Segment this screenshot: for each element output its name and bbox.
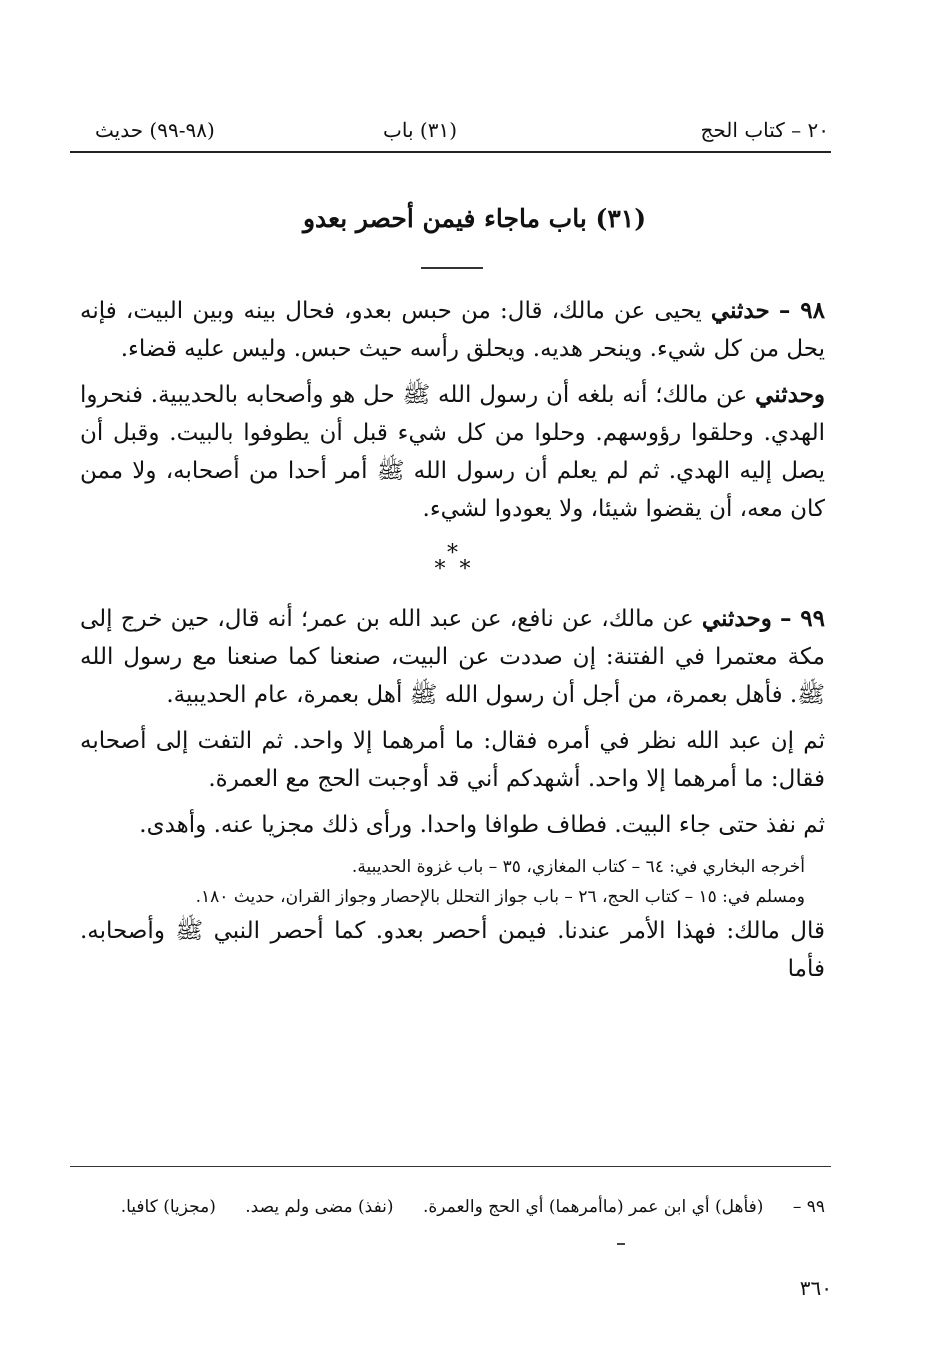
hadith-number: ٩٨ – — [778, 297, 825, 324]
header-divider — [70, 151, 831, 153]
footnote-item: (فأهل) أي ابن عمر (ماأمرهما) أي الحج والعمرة. — [422, 1197, 764, 1217]
page-number: ٣٦٠ — [799, 1276, 832, 1300]
running-header — [95, 118, 829, 152]
footnote-divider — [70, 1166, 831, 1167]
header-book-title: ٢٠ – كتاب الحج — [700, 118, 829, 142]
hadith-text: يحيى عن مالك، قال: من حبس بعدو، فحال بينه وبين البيت، فإنه يحل من كل شيء. وينحر هديه. ويحلق رأسه حيث حبس. وليس عليه قضاء. — [80, 298, 825, 362]
footnotes — [80, 1193, 825, 1221]
title-divider — [421, 267, 483, 269]
main-text — [80, 292, 825, 996]
star-marks: * * — [434, 557, 471, 582]
hadith-99-paragraph-2: ثم إن عبد الله نظر في أمره فقال: ما أمرهما إلا واحد. ثم التفت إلى أصحابه فقال: ما أمرهما إلا واحد. أشهدكم أني قد أوجبت الحج مع العمرة. — [80, 728, 826, 792]
hadith-98 — [80, 292, 825, 368]
hadith-99 — [80, 600, 825, 714]
hadith-lead: حدثني — [710, 297, 770, 324]
section-separator — [80, 541, 825, 582]
hadith-98-continuation — [80, 376, 825, 528]
hadith-number: ٩٩ – — [779, 605, 825, 632]
footnote-number: ٩٩ – — [792, 1197, 825, 1217]
hadith-text: عن مالك؛ أنه بلغه أن رسول الله ﷺ حل هو وأصحابه بالحديبية. فنحروا الهدي. وحلقوا رؤوسهم. وحلوا من كل شيء قبل أن يطوفوا بالبيت. وقبل أن يصل إليه الهدي. ثم لم يعلم أن رسول الله ﷺ أمر أحدا من أصحابه، ولا ممن كان معه، أن يقضوا شيئا، ولا يعودوا لشيء. — [80, 382, 825, 522]
hadith-99-paragraph-3: ثم نفذ حتى جاء البيت. فطاف طوافا واحدا. ورأى ذلك مجزيا عنه. وأهدى. — [139, 812, 825, 838]
takhrij-muslim: ومسلم في: ١٥ – كتاب الحج، ٢٦ – باب جواز التحلل بالإحصار وجواز القران، حديث ١٨٠. — [195, 887, 805, 907]
takhrij-bukhari: أخرجه البخاري في: ٦٤ – كتاب المغازي، ٣٥ – باب غزوة الحديبية. — [351, 857, 805, 877]
hadith-lead: وحدثني — [755, 381, 826, 408]
malik-saying: قال مالك: فهذا الأمر عندنا. فيمن أحصر بعدو. كما أحصر النبي ﷺ وأصحابه. فأما — [80, 918, 825, 982]
chapter-title: (٣١) باب ماجاء فيمن أحصر بعدو — [302, 204, 647, 233]
hadith-lead: وحدثني — [701, 605, 772, 632]
print-mark — [617, 1243, 625, 1245]
footnote-item: (مجزيا) كافيا. — [120, 1197, 216, 1217]
header-chapter: (٣١) باب — [383, 118, 457, 142]
hadith-text: عن مالك، عن نافع، عن عبد الله بن عمر؛ أنه قال، حين خرج إلى مكة معتمرا في الفتنة: إن صددت عن البيت، صنعنا كما صنعنا مع رسول الله ﷺ. فأهل بعمرة، من أجل أن رسول الله ﷺ أهل بعمرة، عام الحديبية. — [80, 606, 825, 708]
header-hadith-range: (٩٨-٩٩) حديث — [95, 118, 215, 142]
star-mark: * — [447, 541, 458, 566]
footnote-item: (نفذ) مضى ولم يصد. — [245, 1197, 394, 1217]
